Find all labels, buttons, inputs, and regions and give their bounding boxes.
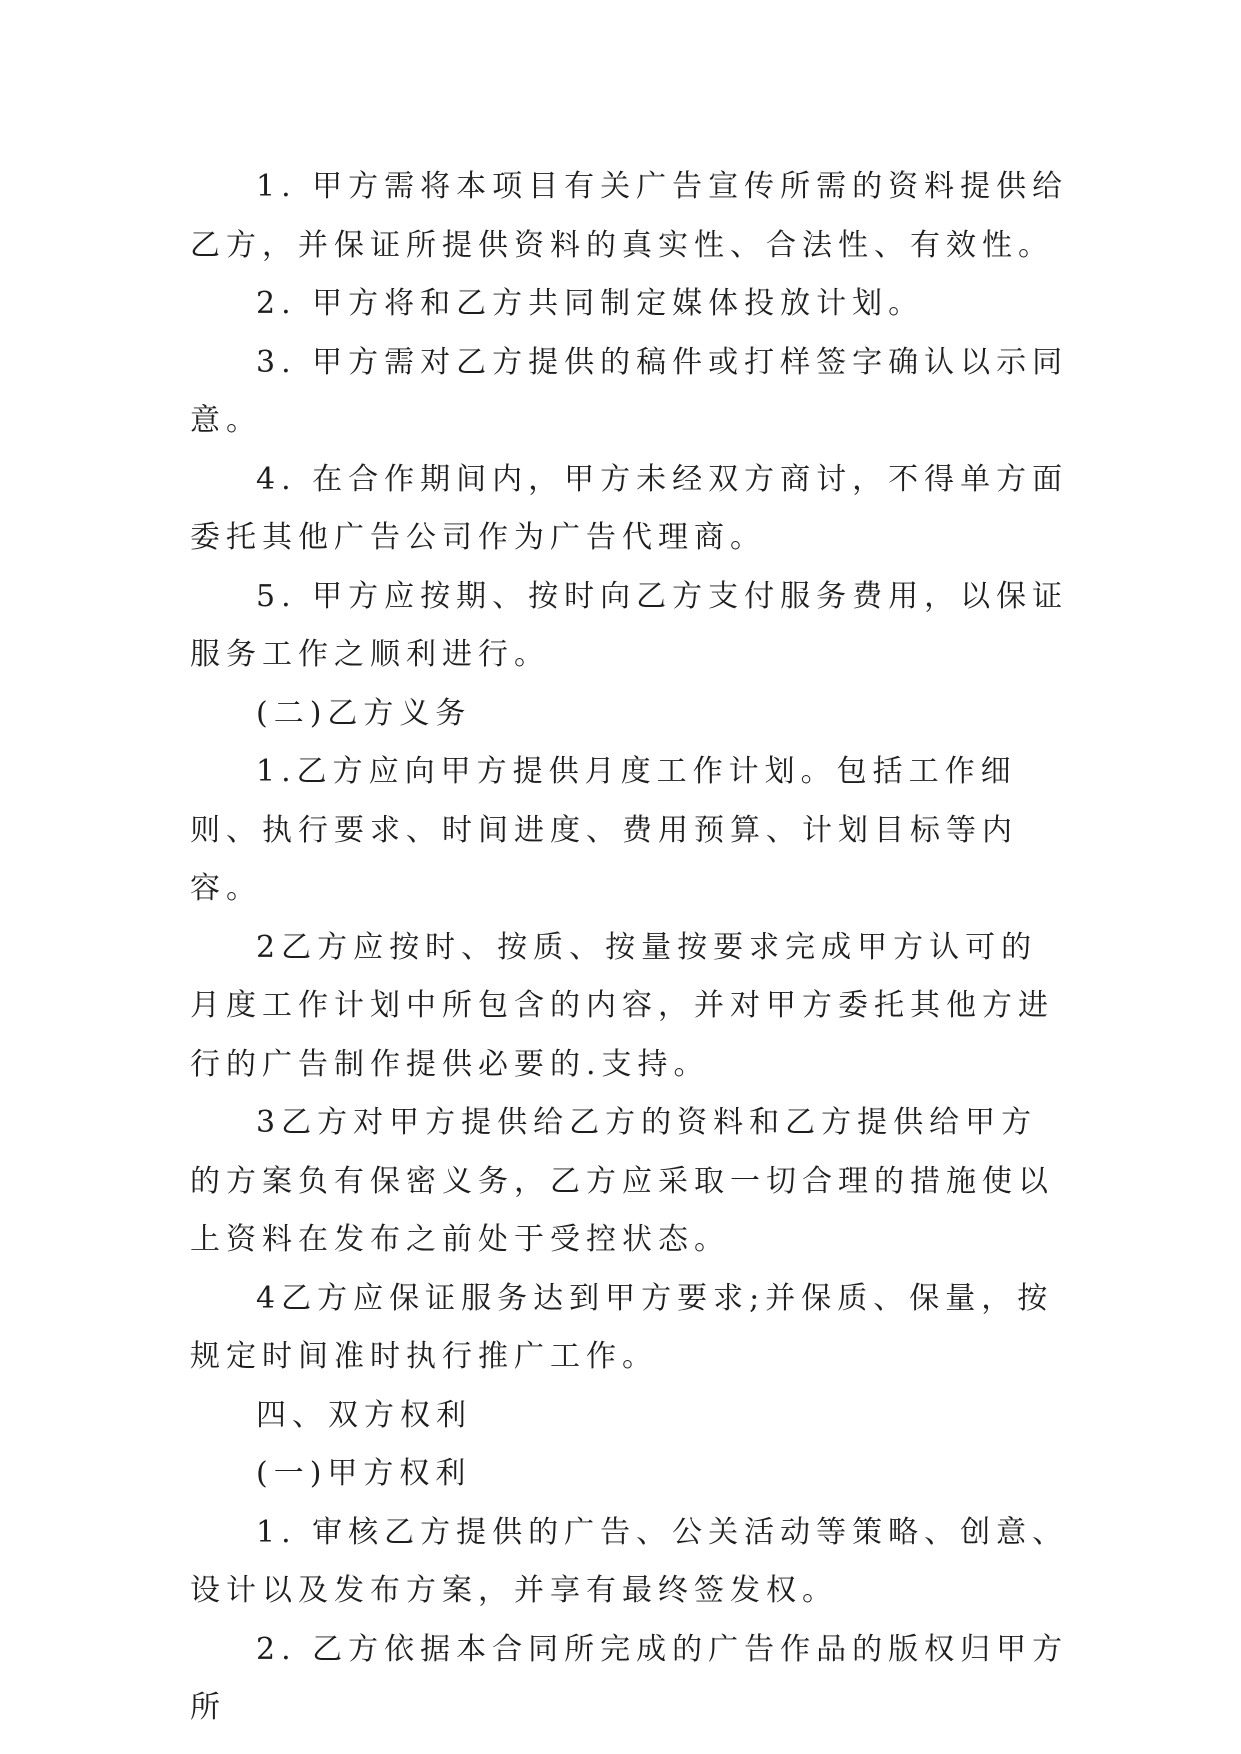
- paragraph-party-a-duty-5: 5. 甲方应按期、按时向乙方支付服务费用，以保证服务工作之顺利进行。: [190, 578, 1069, 672]
- paragraph-party-b-duty-1: 1.乙方应向甲方提供月度工作计划。包括工作细则、执行要求、时间进度、费用预算、计划目标等内容。: [190, 754, 1018, 906]
- paragraph-party-a-duty-1: 1. 甲方需将本项目有关广告宣传所需的资料提供给乙方，并保证所提供资料的真实性、合法性、有效性。: [190, 169, 1069, 263]
- paragraph-party-b-duty-4: 4乙方应保证服务达到甲方要求;并保质、保量，按规定时间准时执行推广工作。: [190, 1280, 1054, 1374]
- paragraph-party-a-right-2: 2. 乙方依据本合同所完成的广告作品的版权归甲方所: [190, 1631, 1069, 1725]
- heading-party-b-duties: (二)乙方义务: [256, 695, 472, 731]
- paragraph-party-a-duty-4: 4. 在合作期间内，甲方未经双方商讨，不得单方面委托其他广告公司作为广告代理商。: [190, 461, 1069, 555]
- paragraph-party-a-duty-2: 2. 甲方将和乙方共同制定媒体投放计划。: [256, 286, 925, 321]
- paragraph-party-b-duty-2: 2乙方应按时、按质、按量按要求完成甲方认可的月度工作计划中所包含的内容，并对甲方委托其他方进行的广告制作提供必要的.支持。: [190, 929, 1054, 1082]
- heading-party-a-rights: (一)甲方权利: [256, 1456, 472, 1491]
- paragraph-party-a-right-1: 1. 审核乙方提供的广告、公关活动等策略、创意、设计以及发布方案，并享有最终签发权。: [190, 1514, 1069, 1608]
- document-body: [190, 158, 1070, 1738]
- paragraph-party-b-duty-3: 3乙方对甲方提供给乙方的资料和乙方提供给甲方的方案负有保密义务，乙方应采取一切合理的措施使以上资料在发布之前处于受控状态。: [190, 1105, 1054, 1257]
- paragraph-party-a-duty-3: 3. 甲方需对乙方提供的稿件或打样签字确认以示同意。: [190, 344, 1069, 438]
- heading-rights-of-both-parties: 四、双方权利: [256, 1397, 472, 1433]
